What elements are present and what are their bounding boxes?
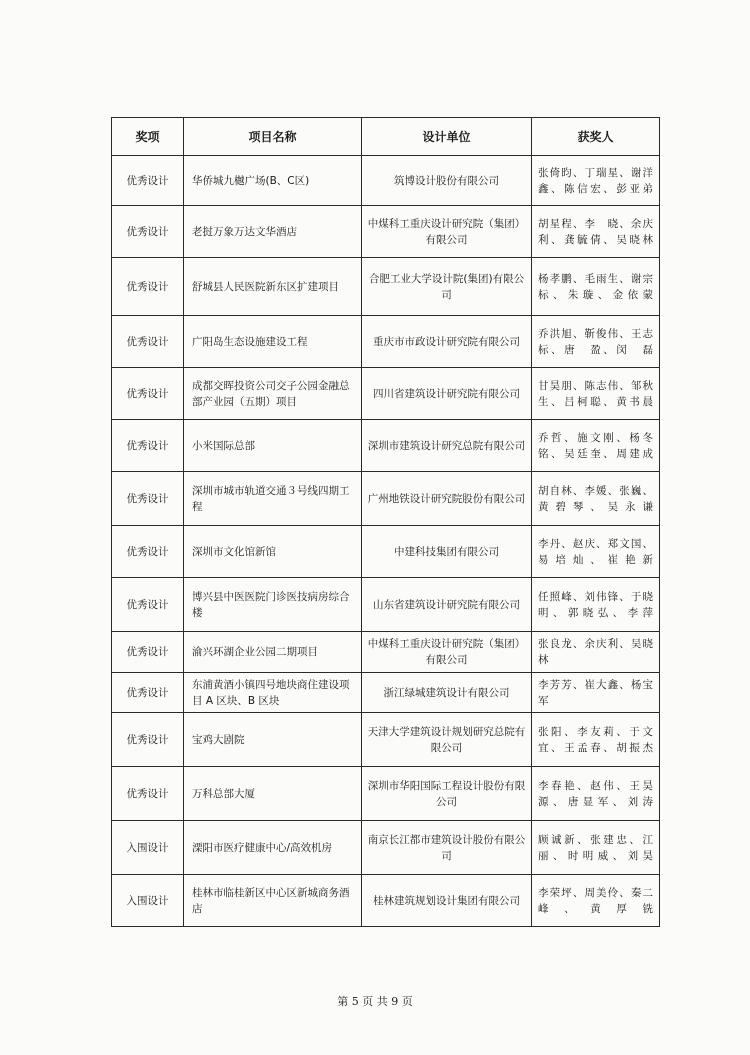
project-cell: 深圳市城市轨道交通３号线四期工程	[184, 472, 362, 526]
table-row	[112, 875, 660, 927]
unit-cell: 桂林建筑规划设计集团有限公司	[362, 875, 532, 927]
unit-cell: 山东省建筑设计研究院有限公司	[362, 578, 532, 632]
project-cell: 宝鸡大剧院	[184, 713, 362, 767]
unit-cell: 浙江绿城建筑设计有限公司	[362, 673, 532, 713]
unit-cell: 合肥工业大学设计院(集团)有限公司	[362, 258, 532, 316]
project-cell: 舒城县人民医院新东区扩建项目	[184, 258, 362, 316]
people-cell: 李芳芳、崔大鑫、杨宝军	[532, 673, 660, 713]
table-row	[112, 821, 660, 875]
award-cell: 优秀设计	[112, 526, 184, 578]
project-cell: 渝兴环湖企业公园二期项目	[184, 632, 362, 673]
award-cell: 优秀设计	[112, 206, 184, 258]
people-cell: 李春艳、赵伟、王昊源、唐显军、刘涛	[532, 767, 660, 821]
award-cell: 优秀设计	[112, 368, 184, 420]
award-cell: 优秀设计	[112, 713, 184, 767]
unit-cell: 深圳市华阳国际工程设计股份有限公司	[362, 767, 532, 821]
project-cell: 成都交晖投资公司交子公园金融总部产业园（五期）项目	[184, 368, 362, 420]
people-cell: 顾诚新、张建忠、江丽、时明威、刘昊	[532, 821, 660, 875]
award-cell: 优秀设计	[112, 420, 184, 472]
table-row	[112, 420, 660, 472]
table-row	[112, 368, 660, 420]
project-cell: 老挝万象万达文华酒店	[184, 206, 362, 258]
people-cell: 胡星程、李 晓、余庆利、龚毓倩、吴晓林	[532, 206, 660, 258]
award-cell: 入围设计	[112, 821, 184, 875]
table-row	[112, 767, 660, 821]
unit-cell: 天津大学建筑设计规划研究总院有限公司	[362, 713, 532, 767]
unit-cell: 广州地铁设计研究院股份有限公司	[362, 472, 532, 526]
award-cell: 优秀设计	[112, 767, 184, 821]
table-row	[112, 578, 660, 632]
unit-cell: 中煤科工重庆设计研究院（集团）有限公司	[362, 632, 532, 673]
people-cell: 乔哲、施文刚、杨冬铭、吴廷奎、周建成	[532, 420, 660, 472]
awards-table	[111, 117, 660, 927]
page-number: 第 5 页 共 9 页	[337, 995, 413, 1008]
people-cell: 杨孝鹏、毛雨生、谢宗标、朱璇、金依蒙	[532, 258, 660, 316]
unit-cell: 深圳市建筑设计研究总院有限公司	[362, 420, 532, 472]
people-cell: 张阳、李友莉、于文宜、王孟春、胡振杰	[532, 713, 660, 767]
table-row	[112, 673, 660, 713]
people-cell: 李丹、赵庆、郑文国、易培灿、崔艳新	[532, 526, 660, 578]
header-award: 奖项	[112, 118, 184, 156]
project-cell: 溧阳市医疗健康中心/高效机房	[184, 821, 362, 875]
table-header-row	[112, 118, 660, 156]
people-cell: 任照峰、刘伟锋、于晓明、郭晓弘、李萍	[532, 578, 660, 632]
project-cell: 深圳市文化馆新馆	[184, 526, 362, 578]
people-cell: 李荣坪、周美伶、秦二峰、黄厚铣	[532, 875, 660, 927]
award-cell: 优秀设计	[112, 258, 184, 316]
table-row	[112, 526, 660, 578]
table-row	[112, 472, 660, 526]
header-project: 项目名称	[184, 118, 362, 156]
award-cell: 优秀设计	[112, 673, 184, 713]
table-row	[112, 156, 660, 206]
people-cell: 胡自林、李媛、张巍、黄碧琴、吴永谦	[532, 472, 660, 526]
table-row	[112, 632, 660, 673]
project-cell: 广阳岛生态设施建设工程	[184, 316, 362, 368]
award-cell: 优秀设计	[112, 472, 184, 526]
unit-cell: 筑博设计股份有限公司	[362, 156, 532, 206]
award-cell: 优秀设计	[112, 156, 184, 206]
people-cell: 甘昊朋、陈志伟、邹秋生、吕柯聪、黄书晨	[532, 368, 660, 420]
table-row	[112, 206, 660, 258]
unit-cell: 南京长江都市建筑设计股份有限公司	[362, 821, 532, 875]
project-cell: 东浦黄酒小镇四号地块商住建设项目 A 区块、B 区块	[184, 673, 362, 713]
people-cell: 张良龙、余庆利、吴晓林	[532, 632, 660, 673]
project-cell: 博兴县中医医院门诊医技病房综合楼	[184, 578, 362, 632]
award-cell: 入围设计	[112, 875, 184, 927]
award-cell: 优秀设计	[112, 578, 184, 632]
project-cell: 万科总部大厦	[184, 767, 362, 821]
header-unit: 设计单位	[362, 118, 532, 156]
project-cell: 小米国际总部	[184, 420, 362, 472]
table-row	[112, 713, 660, 767]
people-cell: 张倚昀、丁瑞星、谢洋鑫、陈信宏、彭亚弟	[532, 156, 660, 206]
award-cell: 优秀设计	[112, 316, 184, 368]
unit-cell: 四川省建筑设计研究院有限公司	[362, 368, 532, 420]
unit-cell: 中建科技集团有限公司	[362, 526, 532, 578]
unit-cell: 中煤科工重庆设计研究院（集团）有限公司	[362, 206, 532, 258]
unit-cell: 重庆市市政设计研究院有限公司	[362, 316, 532, 368]
table-row	[112, 258, 660, 316]
table-row	[112, 316, 660, 368]
award-cell: 优秀设计	[112, 632, 184, 673]
header-people: 获奖人	[532, 118, 660, 156]
project-cell: 华侨城九樾广场(B、C区)	[184, 156, 362, 206]
people-cell: 乔洪旭、靳俊伟、王志标、唐 盈、闵 磊	[532, 316, 660, 368]
project-cell: 桂林市临桂新区中心区新城商务酒店	[184, 875, 362, 927]
